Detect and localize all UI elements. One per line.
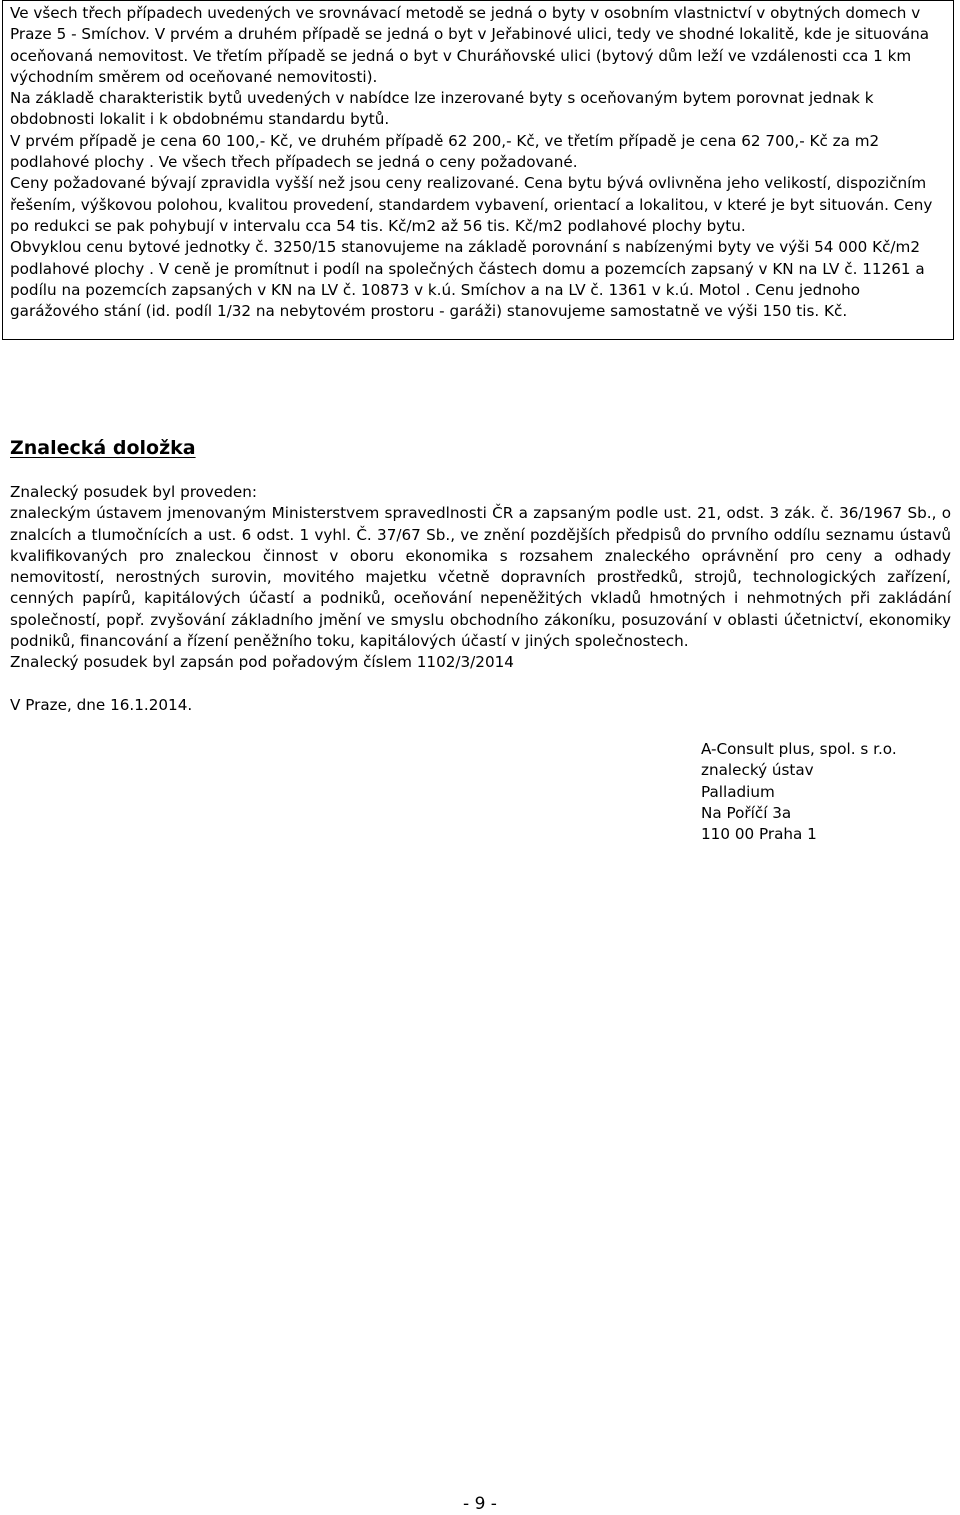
comparison-paragraph-characteristics: Na základě charakteristik bytů uvedených v nabídce lze inzerované byty s oceňovaným bytem porovnat jednak k obdobnosti lokalit i k obdobnému standardu bytů. <box>10 89 874 129</box>
expert-clause <box>10 482 951 674</box>
company-address-block <box>701 739 897 845</box>
expert-clause-heading: Znalecká doložka <box>10 437 196 459</box>
page-number: - 9 - <box>463 1494 497 1514</box>
company-building: Palladium <box>701 782 775 801</box>
company-type: znalecký ústav <box>701 761 814 780</box>
comparison-paragraph-prices: V prvém případě je cena 60 100,- Kč, ve druhém případě 62 200,- Kč, ve třetím případě je cena 62 700,- Kč za m2 podlahové plochy . Ve všech třech případech se jedná o ceny požadované. <box>10 131 880 172</box>
valuation-comparison-box <box>2 0 954 340</box>
company-city: 110 00 Praha 1 <box>701 825 817 844</box>
expert-clause-intro: Znalecký posudek byl proveden: <box>10 483 257 501</box>
company-street: Na Poříčí 3a <box>701 803 792 822</box>
expert-clause-registry: Znalecký posudek byl zapsán pod pořadovým číslem 1102/3/2014 <box>10 653 514 672</box>
comparison-paragraph-reduction: Ceny požadované bývají zpravidla vyšší než jsou ceny realizované. Cena bytu bývá ovlivněna jeho velikostí, dispozičním řešením, výškovou polohou, kvalitou provedení, standardem vybavení, orientací a lokalitou, v které je byt situován. Ceny po redukci se pak pohybují v intervalu cca 54 tis. Kč/m2 až 56 tis. Kč/m2 podlahové plochy bytu. <box>10 174 933 235</box>
place-and-date: V Praze, dne 16.1.2014. <box>10 696 193 714</box>
comparison-paragraph-conclusion: Obvyklou cenu bytové jednotky č. 3250/15 stanovujeme na základě porovnání s nabízenými byty ve výši 54 000 Kč/m2 podlahové plochy . V ceně je promítnut i podíl na společných částech domu a pozemcích zapsaný v KN na LV č. 11261 a podílu na pozemcích zapsaných v KN na LV č. 10873 v k.ú. Smíchov a na LV č. 1361 v k.ú. Motol . Cenu jednoho garážového stání (id. podíl 1/32 na nebytovém prostoru - garáži) stanovujeme samostatně ve výši 150 tis. Kč. <box>10 238 925 321</box>
expert-clause-body: znaleckým ústavem jmenovaným Ministerstvem spravedlnosti ČR a zapsaným podle ust. 21, odst. 3 zák. č. 36/1967 Sb., o znalcích a tlumočnících a ust. 6 odst. 1 vyhl. Č. 37/67 Sb., ve znění pozdějších předpisů do prvního oddílu seznamu ústavů kvalifikovaných pro znaleckou činnost v oboru ekonomika s rozsahem znaleckého oprávnění pro ceny a odhady nemovitostí, nerostných surovin, movitého majetku včetně dopravních prostředků, strojů, technologických zařízení, cenných papírů, kapitálových účastí a podniků, oceňování nepeněžitých vkladů hmotných i nehmotných při zakládání společností, popř. zvyšování základního jmění ve smyslu obchodního zákoníku, posuzování v oblasti účetnictví, ekonomiky podniků, financování a řízení peněžního toku, kapitálových účastí v jiných společnostech. <box>10 504 951 651</box>
company-name: A-Consult plus, spol. s r.o. <box>701 740 897 758</box>
comparison-paragraph-locations: Ve všech třech případech uvedených ve srovnávací metodě se jedná o byty v osobním vlastnictví v obytných domech v Praze 5 - Smíchov. V prvém a druhém případě se jedná o byt v Jeřabinové ulici, tedy ve shodné lokalitě, kde je situována oceňovaná nemovitost. Ve třetím případě se jedná o byt v Churáňovské ulici (bytový dům leží ve vzdálenosti cca 1 km východním směrem od oceňované nemovitosti). <box>10 4 930 86</box>
